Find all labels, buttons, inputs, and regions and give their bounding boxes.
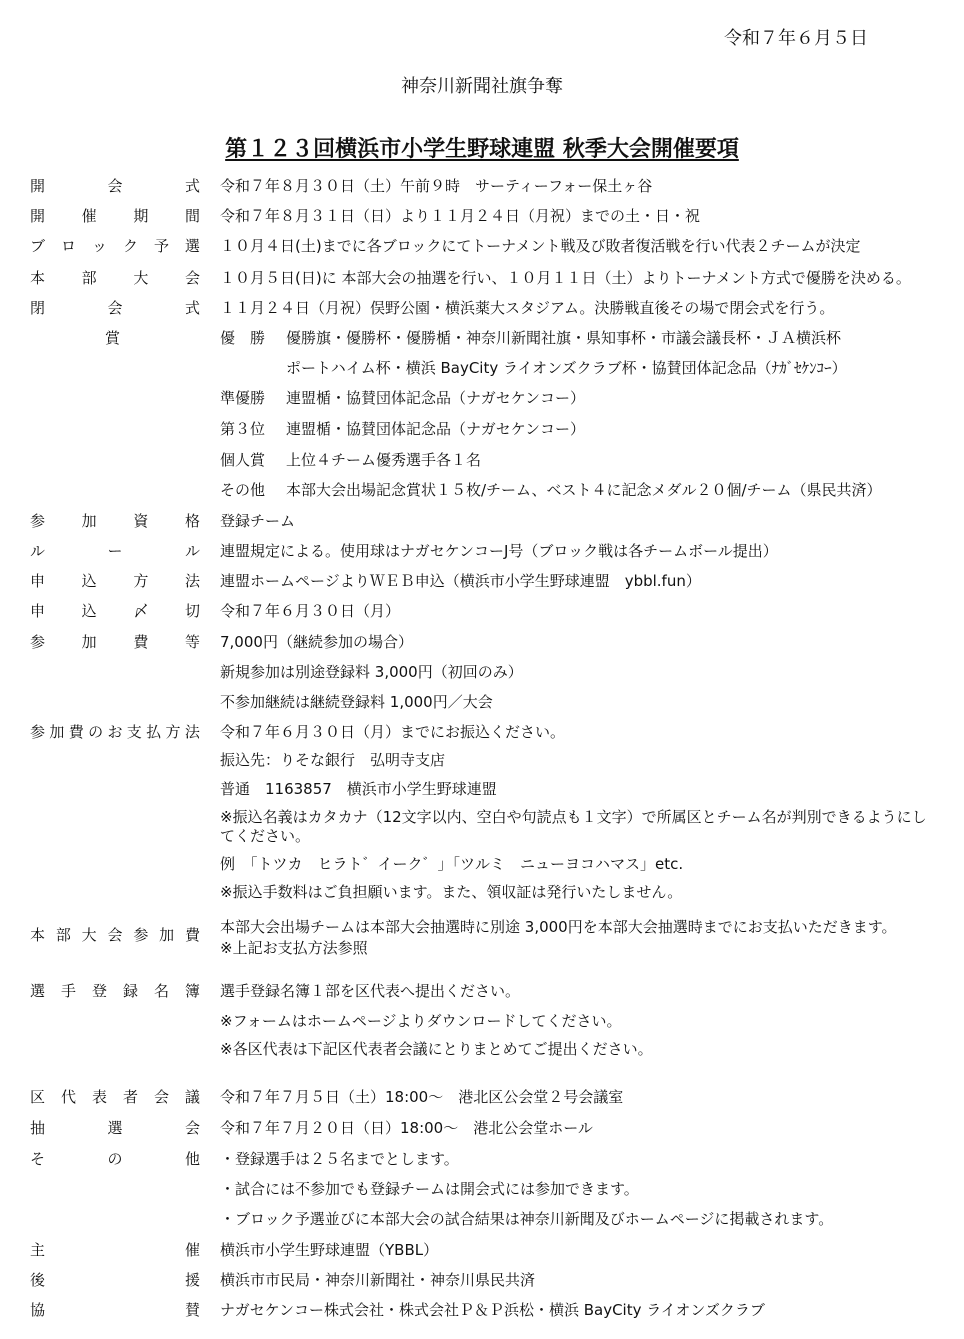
row-award-third — [0, 417, 964, 441]
row-label — [30, 599, 200, 623]
label-char: 加 — [81, 512, 97, 530]
label-char: 込 — [81, 572, 97, 590]
row-block — [0, 234, 964, 258]
row-value: ※フォームはホームページよりダウンロードしてください。 — [220, 1012, 622, 1030]
label-char: 他 — [184, 1150, 200, 1168]
label-char: 部 — [55, 926, 71, 944]
row-fee — [0, 630, 964, 654]
label-char: 払 — [146, 723, 162, 741]
label-char: 名 — [153, 982, 169, 1000]
label-char: 申 — [30, 572, 46, 590]
row-label — [30, 1298, 200, 1322]
row-label: 賞 — [105, 329, 121, 347]
row-main — [0, 266, 964, 290]
label-char: 支 — [126, 723, 142, 741]
label-char: 本 — [30, 926, 46, 944]
row-roster-2 — [0, 1009, 964, 1033]
label-char: そ — [30, 1150, 46, 1168]
row-rules — [0, 539, 964, 563]
row-value: 令和７年８月３１日（日）より１１月２４日（月祝）までの土・日・祝 — [220, 207, 701, 225]
row-cosponsor — [0, 1298, 964, 1322]
label-char: 費 — [133, 633, 149, 651]
row-roster-3 — [0, 1037, 964, 1061]
label-char: 選 — [107, 1119, 123, 1137]
row-value: 令和７年６月３０日（月） — [220, 602, 401, 620]
label-char: 部 — [81, 269, 97, 287]
label-char: ク — [122, 237, 138, 255]
row-label — [30, 174, 200, 198]
award-value: 上位４チーム優秀選手各１名 — [286, 451, 482, 469]
label-char: 参 — [30, 723, 46, 741]
row-award-win-2 — [0, 356, 964, 380]
label-char: ル — [30, 542, 46, 560]
label-char: 式 — [184, 177, 200, 195]
label-char: 方 — [165, 723, 181, 741]
award-value: ポートハイム杯・横浜 BayCity ライオンズクラブ杯・協賛団体記念品（ﾅｶﾞｾｹﾝｺｰ） — [286, 359, 847, 377]
row-award-individual — [0, 448, 964, 472]
label-char: 方 — [133, 572, 149, 590]
row-value: 連盟ホームページよりＷＥＢ申込（横浜市小学生野球連盟 ybbl.fun） — [220, 572, 701, 590]
row-others-3 — [0, 1207, 964, 1231]
label-char: 格 — [184, 512, 200, 530]
row-eligibility — [0, 509, 964, 533]
row-label — [30, 1116, 200, 1140]
row-roster — [0, 979, 964, 1003]
row-apply-method — [0, 569, 964, 593]
label-char: ロ — [60, 237, 76, 255]
row-value: ※振込名義はカタカナ（12文字以内、空白や句読点も１文字）で所属区とチーム名が判別できるようにしてください。 — [220, 808, 927, 845]
row-value: 普通 1163857 横浜市小学生野球連盟 — [220, 780, 497, 798]
row-value: 選手登録名簿１部を区代表へ提出ください。 — [220, 982, 521, 1000]
label-char: 込 — [81, 602, 97, 620]
row-label — [30, 204, 200, 228]
label-char: 主 — [30, 1241, 46, 1259]
row-value: 横浜市市民局・神奈川新聞社・神奈川県民共済 — [220, 1271, 536, 1289]
row-label — [30, 1085, 200, 1109]
row-organizer — [0, 1238, 964, 1262]
label-char: 登 — [91, 982, 107, 1000]
label-char: 賛 — [184, 1301, 200, 1319]
award-label: 準優勝 — [220, 389, 266, 407]
row-value: 令和７年６月３０日（月）までにお振込ください。 — [220, 723, 566, 741]
row-value: 登録チーム — [220, 512, 296, 530]
row-value: ※各区代表は下記区代表者会議にとりまとめてご提出ください。 — [220, 1040, 653, 1058]
label-char: 表 — [91, 1088, 107, 1106]
label-char: 加 — [81, 633, 97, 651]
row-support — [0, 1268, 964, 1292]
label-char: 参 — [30, 512, 46, 530]
row-label — [30, 266, 200, 290]
row-main-fee-2 — [0, 936, 964, 960]
award-label: 第３位 — [220, 420, 266, 438]
row-label — [30, 296, 200, 320]
label-char: 参 — [133, 926, 149, 944]
label-char: 者 — [122, 1088, 138, 1106]
label-char: 法 — [184, 723, 200, 741]
award-value: 本部大会出場記念賞状１５枚/チーム、ベスト４に記念メダル２０個/チーム（県民共済） — [286, 481, 882, 499]
label-char: 会 — [184, 269, 200, 287]
label-char: 会 — [107, 299, 123, 317]
row-label — [30, 569, 200, 593]
row-value: ※振込手数料はご負担願います。また、領収証は発行いたしません。 — [220, 883, 683, 901]
row-others-2 — [0, 1177, 964, 1201]
label-char: 間 — [184, 207, 200, 225]
row-lottery — [0, 1116, 964, 1140]
row-value: ・登録選手は２５名までとします。 — [220, 1150, 459, 1168]
label-char: の — [107, 1150, 123, 1168]
row-value: 新規参加は別途登録料 3,000円（初回のみ） — [220, 663, 523, 681]
row-payment-6 — [0, 880, 964, 904]
label-char: ブ — [30, 237, 46, 255]
label-char: 協 — [30, 1301, 46, 1319]
label-char: 加 — [49, 723, 65, 741]
label-char: 〆 — [133, 602, 149, 620]
sponsor-line: 神奈川新聞社旗争奪 — [401, 76, 563, 97]
row-payment — [0, 720, 964, 744]
label-char: ー — [107, 542, 123, 560]
label-char: 費 — [184, 926, 200, 944]
row-payment-2 — [0, 748, 964, 772]
label-char: 後 — [30, 1271, 46, 1289]
row-value: 本部大会出場チームは本部大会抽選時に別途 3,000円を本部大会抽選時までにお支払いただきます。 — [220, 918, 897, 936]
row-label — [30, 1147, 200, 1171]
award-label: 個人賞 — [220, 451, 266, 469]
row-label — [30, 630, 200, 654]
label-char: 選 — [30, 982, 46, 1000]
label-char: 催 — [81, 207, 97, 225]
row-value: 令和７年８月３０日（土）午前９時 サーティーフォー保土ヶ谷 — [220, 177, 653, 195]
label-char: 閉 — [30, 299, 46, 317]
row-label — [30, 234, 200, 258]
document-date: 令和７年６月５日 — [724, 28, 868, 49]
row-label — [30, 1238, 200, 1262]
label-char: 簿 — [184, 982, 200, 1000]
row-value: ナガセケンコー株式会社・株式会社Ｐ＆Ｐ浜松・横浜 BayCity ライオンズクラブ — [220, 1301, 765, 1319]
row-payment-5 — [0, 852, 964, 876]
label-char: 手 — [60, 982, 76, 1000]
row-award-win — [0, 326, 964, 350]
row-fee-3 — [0, 690, 964, 714]
row-value: 令和７年７月２０日（日）18:00～ 港北公会堂ホール — [220, 1119, 593, 1137]
row-label — [30, 1268, 200, 1292]
award-value: 連盟楯・協賛団体記念品（ナガセケンコー） — [286, 420, 585, 438]
label-char: 加 — [159, 926, 175, 944]
label-char: 期 — [133, 207, 149, 225]
award-value: 優勝旗・優勝杯・優勝楯・神奈川新聞社旗・県知事杯・市議会議長杯・ＪＡ横浜杯 — [286, 329, 842, 347]
label-char: 開 — [30, 177, 46, 195]
label-char: 式 — [184, 299, 200, 317]
row-payment-3 — [0, 777, 964, 801]
label-char: 催 — [184, 1241, 200, 1259]
award-value: 連盟楯・協賛団体記念品（ナガセケンコー） — [286, 389, 585, 407]
label-char: 代 — [60, 1088, 76, 1106]
row-label — [30, 509, 200, 533]
label-char: 会 — [107, 926, 123, 944]
label-char: 費 — [68, 723, 84, 741]
row-label — [30, 979, 200, 1003]
label-char: 資 — [133, 512, 149, 530]
label-char: 区 — [30, 1088, 46, 1106]
title-text: 第１２３回横浜市小学生野球連盟 秋季大会開催要項 — [225, 137, 739, 162]
label-char: 録 — [122, 982, 138, 1000]
label-char: 会 — [153, 1088, 169, 1106]
award-label: 優 勝 — [220, 329, 266, 347]
row-value: １１月２４日（月祝）俣野公園・横浜薬大スタジアム。決勝戦直後その場で閉会式を行う。 — [220, 299, 835, 317]
label-char: ル — [184, 542, 200, 560]
label-char: ッ — [91, 237, 107, 255]
row-label — [30, 539, 200, 563]
label-char: お — [107, 723, 123, 741]
label-char: 等 — [184, 633, 200, 651]
document-title — [0, 132, 964, 163]
row-value: ・試合には不参加でも登録チームは開会式には参加できます。 — [220, 1180, 639, 1198]
row-period — [0, 204, 964, 228]
row-value: １０月５日(日)に 本部大会の抽選を行い、１０月１１日（土）よりトーナメント方式で優勝を決める。 — [220, 269, 911, 287]
label-char: 大 — [133, 269, 149, 287]
label-char: 援 — [184, 1271, 200, 1289]
row-deadline — [0, 599, 964, 623]
row-value: 振込先：りそな銀行 弘明寺支店 — [220, 751, 446, 769]
label-char: 本 — [30, 269, 46, 287]
row-opening — [0, 174, 964, 198]
label-char: 議 — [184, 1088, 200, 1106]
row-value: 7,000円（継続参加の場合） — [220, 633, 413, 651]
row-value: 例 「トツカ ヒラト゛イーク゛」「ツルミ ニューヨコハマス」etc. — [220, 855, 684, 873]
label-char: 予 — [153, 237, 169, 255]
label-char: の — [88, 723, 104, 741]
row-value: 不参加継続は継続登録料 1,000円／大会 — [220, 693, 493, 711]
label-char: 開 — [30, 207, 46, 225]
row-value: 連盟規定による。使用球はナガセケンコーJ号（ブロック戦は各チームボール提出） — [220, 542, 778, 560]
row-value: 令和７年７月５日（土）18:00～ 港北区公会堂２号会議室 — [220, 1088, 624, 1106]
label-char: 切 — [184, 602, 200, 620]
row-value: 横浜市小学生野球連盟（YBBL） — [220, 1241, 439, 1259]
label-char: 大 — [81, 926, 97, 944]
row-label — [30, 720, 200, 744]
label-char: 抽 — [30, 1119, 46, 1137]
row-meeting — [0, 1085, 964, 1109]
label-char: 会 — [107, 177, 123, 195]
award-label: その他 — [220, 481, 266, 499]
row-fee-2 — [0, 660, 964, 684]
row-others — [0, 1147, 964, 1171]
row-award-second — [0, 386, 964, 410]
label-char: 参 — [30, 633, 46, 651]
label-char: 法 — [184, 572, 200, 590]
row-value: １０月４日(土)までに各ブロックにてトーナメント戦及び敗者復活戦を行い代表２チームが決定 — [220, 237, 861, 255]
row-value: ・ブロック予選並びに本部大会の試合結果は神奈川新聞及びホームページに掲載されます。 — [220, 1210, 834, 1228]
label-char: 申 — [30, 602, 46, 620]
label-char: 選 — [184, 237, 200, 255]
row-closing — [0, 296, 964, 320]
row-value: ※上記お支払方法参照 — [220, 939, 368, 957]
label-char: 会 — [184, 1119, 200, 1137]
row-payment-4 — [0, 808, 964, 848]
row-award-other — [0, 478, 964, 502]
